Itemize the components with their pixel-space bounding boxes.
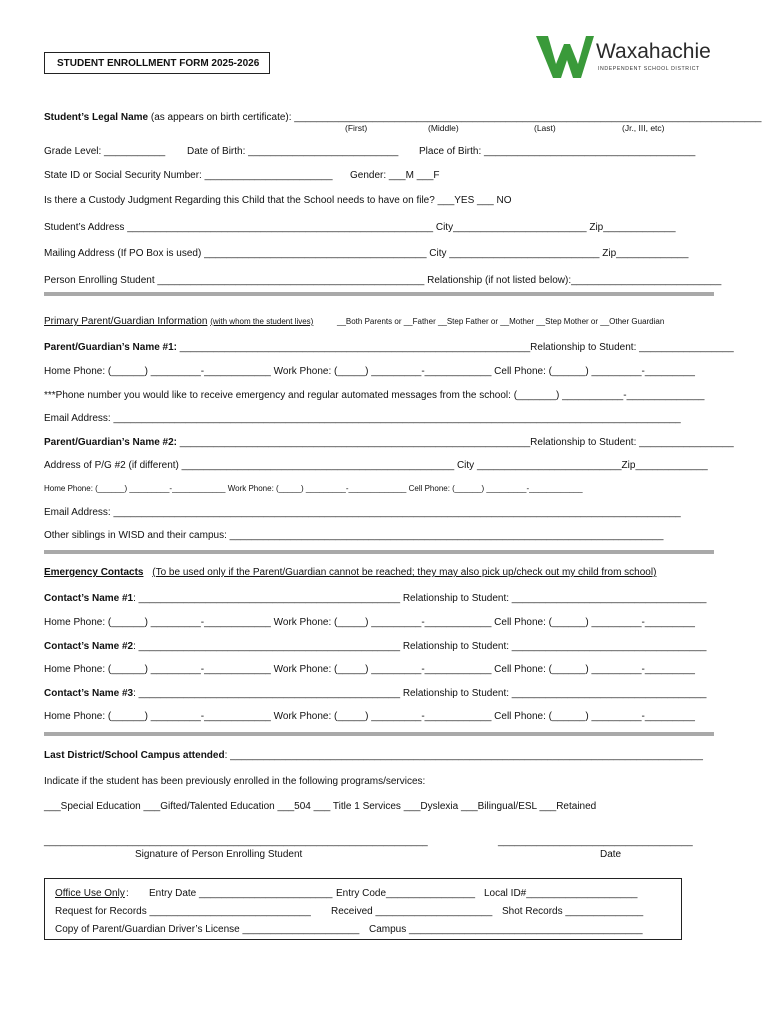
person-enrolling-field[interactable]: Person Enrolling Student ________________________________________________ Relationship (if not listed below):___________________________	[44, 275, 722, 286]
pg1-row	[44, 342, 734, 353]
contact-3-field[interactable]: : _______________________________________________ Relationship to Student: ___________________________________	[133, 688, 707, 699]
local-id-field[interactable]: Local ID#____________________	[484, 888, 638, 899]
emergency-heading-row	[44, 567, 656, 578]
pob-field[interactable]: Place of Birth: ______________________________________	[419, 146, 696, 157]
parent-options[interactable]: __Both Parents or __Father __Step Father or __Mother __Step Mother or __Other Guardian	[337, 317, 665, 326]
contact-3-row	[44, 688, 706, 699]
state-id-field[interactable]: State ID or Social Security Number: _______________________	[44, 170, 333, 181]
custody-question[interactable]: Is there a Custody Judgment Regarding this Child that the School needs to have on file? ___YES ___ NO	[44, 195, 512, 206]
pg2-address[interactable]: Address of P/G #2 (if different) _________________________________________________ City __________________________Zip_____________	[44, 460, 708, 471]
office-colon: :	[126, 888, 129, 899]
gender-field[interactable]: Gender: ___M ___F	[350, 170, 440, 181]
pg2-label: Parent/Guardian’s Name #2:	[44, 437, 178, 448]
shot-records-field[interactable]: Shot Records ______________	[502, 906, 644, 917]
emergency-heading: Emergency Contacts	[44, 567, 144, 578]
contact-2-row	[44, 641, 706, 652]
pg1-email[interactable]: Email Address: ______________________________________________________________________________________________________	[44, 413, 681, 424]
name-part-first: (First)	[345, 123, 368, 133]
name-part-last: (Last)	[534, 123, 556, 133]
logo-subtitle: INDEPENDENT SCHOOL DISTRICT	[598, 66, 700, 72]
pg1-field[interactable]: _______________________________________________________________Relationship to Student: _________________	[179, 342, 734, 353]
signature-line[interactable]: _____________________________________________________________________	[44, 836, 428, 847]
contact-1-field[interactable]: : _______________________________________________ Relationship to Student: ___________________________________	[133, 593, 707, 604]
parent-heading-row	[44, 316, 313, 327]
signature-label: Signature of Person Enrolling Student	[135, 849, 303, 860]
dob-field[interactable]: Date of Birth: ___________________________	[187, 146, 399, 157]
entry-code-field[interactable]: Entry Code________________	[336, 888, 476, 899]
logo-name: Waxahachie	[596, 40, 711, 63]
last-campus-row	[44, 750, 703, 761]
name-part-middle: (Middle)	[428, 123, 459, 133]
form-title: STUDENT ENROLLMENT FORM 2025-2026	[44, 52, 270, 74]
emergency-note: (To be used only if the Parent/Guardian cannot be reached; they may also pick up/check out my child from school)	[152, 567, 657, 578]
office-use-label: Office Use Only	[55, 888, 125, 899]
contact-2-phones[interactable]: Home Phone: (______) _________-____________ Work Phone: (_____) _________-____________ Cell Phone: (______) _________-_________	[44, 664, 695, 675]
pg1-label: Parent/Guardian’s Name #1:	[44, 342, 178, 353]
contact-3-label: Contact’s Name #3	[44, 688, 134, 699]
request-records-field[interactable]: Request for Records _____________________________	[55, 906, 311, 917]
programs-options[interactable]: ___Special Education ___Gifted/Talented Education ___504 ___ Title 1 Services ___Dyslexia ___Bilingual/ESL ___Retained	[44, 801, 597, 812]
date-label: Date	[600, 849, 622, 860]
contact-1-phones[interactable]: Home Phone: (______) _________-____________ Work Phone: (_____) _________-____________ Cell Phone: (______) _________-_________	[44, 617, 695, 628]
entry-date-field[interactable]: Entry Date ________________________	[149, 888, 333, 899]
pg2-field[interactable]: _______________________________________________________________Relationship to Student: _________________	[179, 437, 734, 448]
pg1-phones[interactable]: Home Phone: (______) _________-____________ Work Phone: (_____) _________-____________ Cell Phone: (______) _________-_________	[44, 366, 695, 377]
section-divider	[44, 292, 714, 296]
siblings-field[interactable]: Other siblings in WISD and their campus: ______________________________________________________________________________	[44, 530, 664, 541]
legal-name-field[interactable]: (as appears on birth certificate): ____________________________________________________________________________________	[150, 112, 762, 123]
mailing-address-field[interactable]: Mailing Address (If PO Box is used) ________________________________________ City ___________________________ Zip_____________	[44, 248, 689, 259]
student-address-field[interactable]: Student’s Address _______________________________________________________ City________________________ Zip_____________	[44, 222, 676, 233]
contact-3-phones[interactable]: Home Phone: (______) _________-____________ Work Phone: (_____) _________-____________ Cell Phone: (______) _________-_________	[44, 711, 695, 722]
last-campus-field[interactable]: : _____________________________________________________________________________________	[224, 750, 703, 761]
last-campus-label: Last District/School Campus attended	[44, 750, 225, 761]
legal-name-label: Student’s Legal Name	[44, 112, 149, 123]
pg2-email[interactable]: Email Address: ______________________________________________________________________________________________________	[44, 507, 681, 518]
license-copy-field[interactable]: Copy of Parent/Guardian Driver’s License _____________________	[55, 924, 360, 935]
section-divider	[44, 550, 714, 554]
grade-level-field[interactable]: Grade Level: ___________	[44, 146, 166, 157]
pg2-phones[interactable]: Home Phone: (______) _________-____________ Work Phone: (_____) _________-_____________ Cell Phone: (______) _________-____________	[44, 484, 583, 493]
received-field[interactable]: Received _____________________	[331, 906, 493, 917]
date-line[interactable]: ___________________________________	[498, 836, 693, 847]
contact-2-label: Contact’s Name #2	[44, 641, 134, 652]
name-part-suffix: (Jr., III, etc)	[622, 123, 665, 133]
programs-prompt: Indicate if the student has been previously enrolled in the following programs/services:	[44, 776, 426, 787]
parent-heading-note: (with whom the student lives)	[210, 317, 314, 326]
contact-2-field[interactable]: : _______________________________________________ Relationship to Student: ___________________________________	[133, 641, 707, 652]
pg2-row	[44, 437, 734, 448]
contact-1-row	[44, 593, 706, 604]
automated-phone-field[interactable]: ***Phone number you would like to receive emergency and regular automated messages from the school: (_______) ___________-______________	[44, 390, 705, 401]
campus-field[interactable]: Campus __________________________________________	[369, 924, 643, 935]
legal-name-row	[44, 112, 761, 123]
parent-heading: Primary Parent/Guardian Information	[44, 316, 208, 327]
section-divider	[44, 732, 714, 736]
contact-1-label: Contact’s Name #1	[44, 593, 134, 604]
